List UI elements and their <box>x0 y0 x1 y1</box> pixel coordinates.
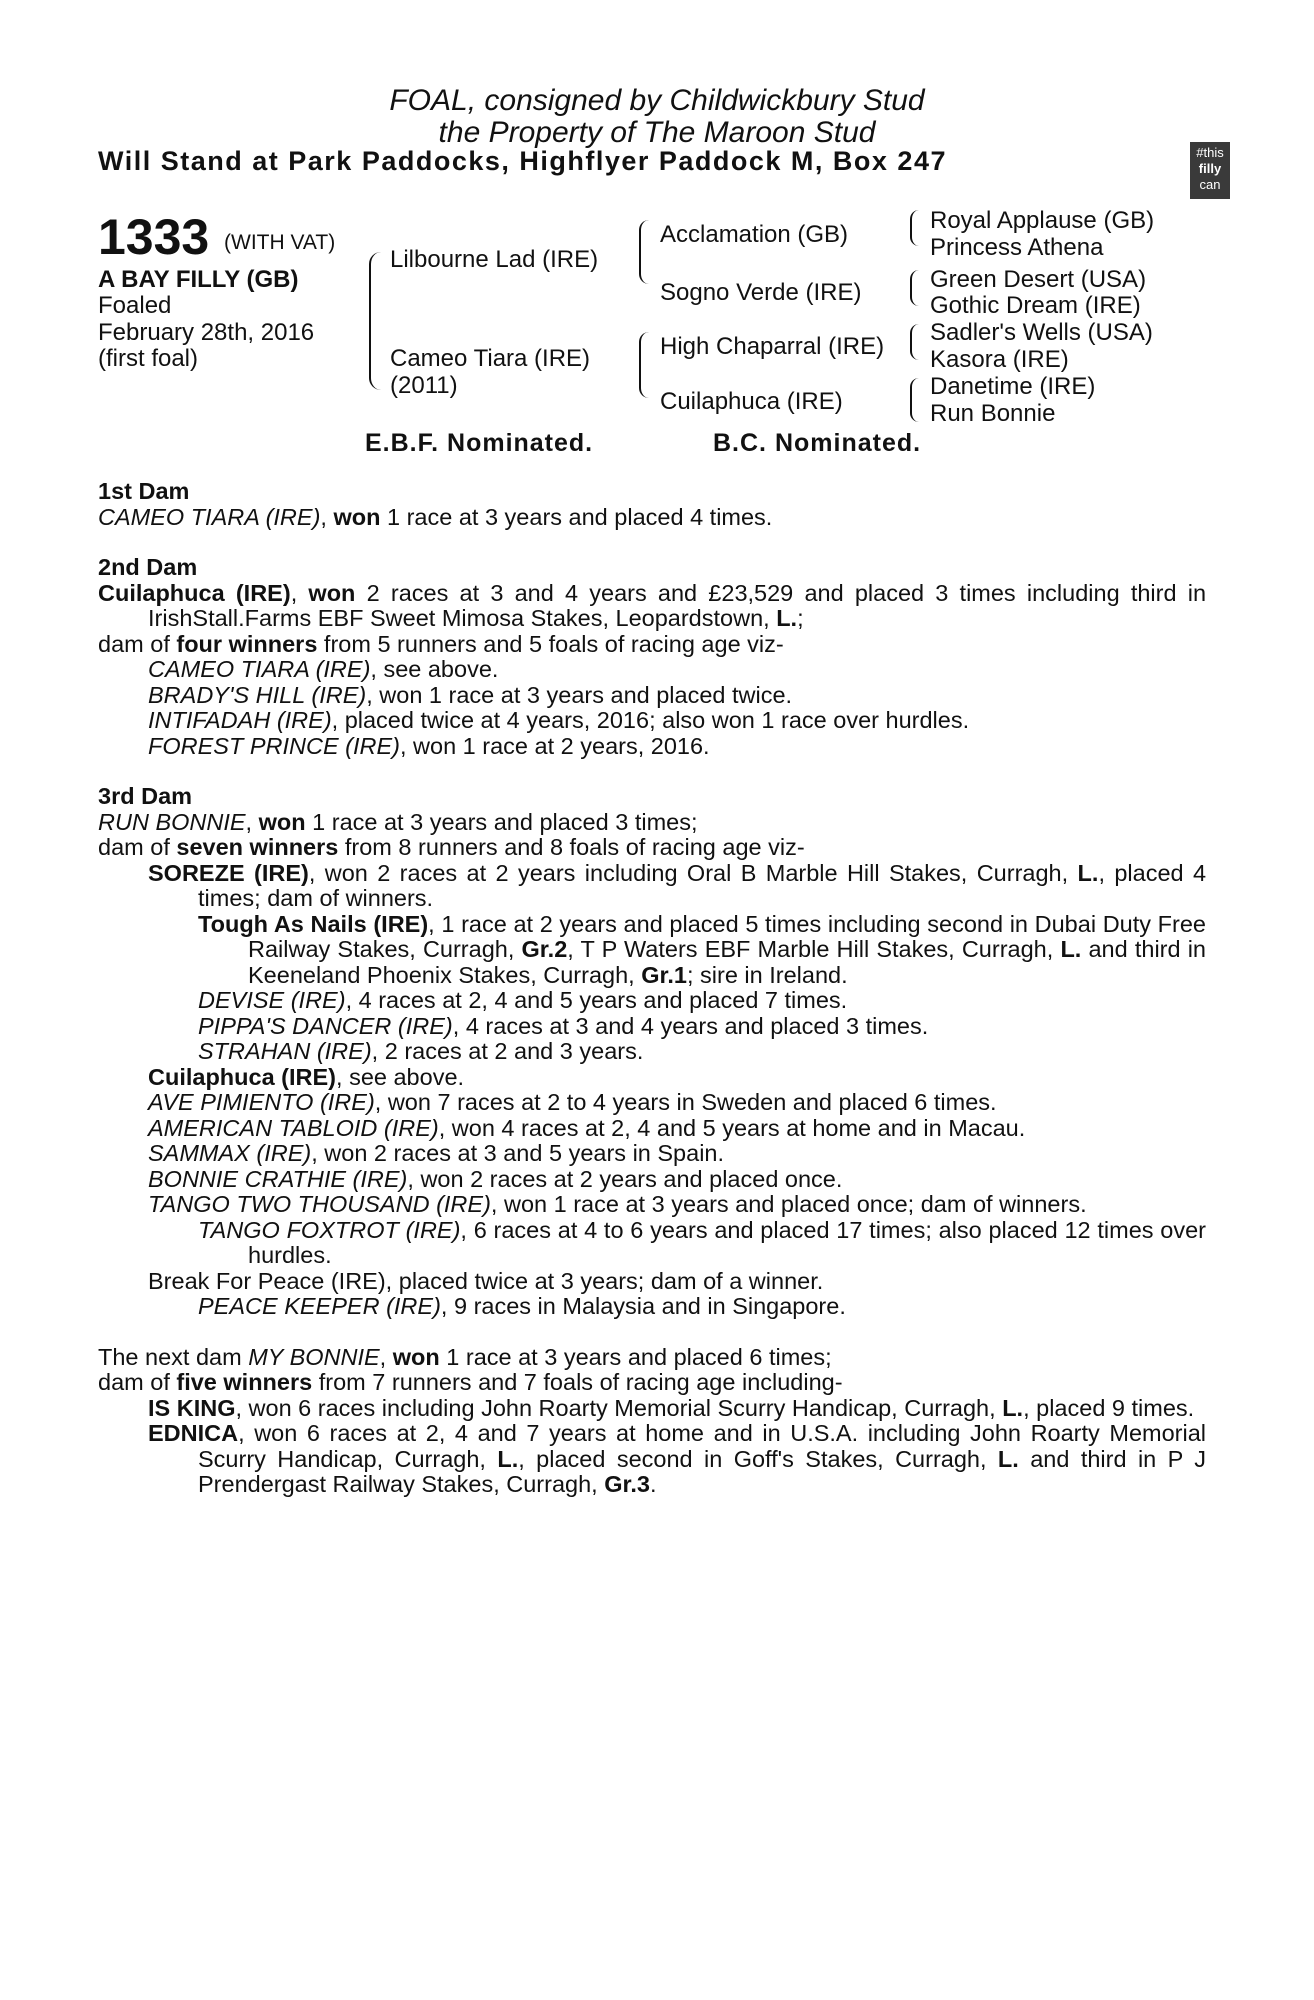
foaled-label: Foaled <box>98 292 172 319</box>
produce-item: CAMEO TIARA (IRE), see above. <box>148 656 499 682</box>
pedigree-brace-3a <box>910 210 919 246</box>
consignor-line: FOAL, consigned by Childwickbury Stud <box>389 84 925 117</box>
second-dam-heading: 2nd Dam <box>98 554 198 580</box>
produce-item: TANGO FOXTROT (IRE), 6 races at 4 to 6 years and placed 17 times; also placed 12 times over hurdles. <box>198 1216 1206 1268</box>
first-dam-heading: 1st Dam <box>98 478 190 504</box>
produce-item: TANGO TWO THOUSAND (IRE), won 1 race at 3 years and placed once; dam of winners. <box>148 1191 1087 1217</box>
produce-item: IS KING, won 6 races including John Roarty Memorial Scurry Handicap, Curragh, L., placed 9 times. <box>148 1394 1195 1421</box>
dam-dam: Cuilaphuca (IRE) <box>660 388 843 415</box>
lot-name: A BAY FILLY (GB) <box>98 266 299 293</box>
produce-item: Tough As Nails (IRE), 1 race at 2 years and placed 5 times including second in Dubai Duty Free Railway Stakes, Curragh, Gr.2, T P Waters EBF Marble Hill Stakes, Curragh, L. and third in Keeneland Phoenix Stakes, Curragh, Gr.1; sire in Ireland. <box>198 910 1206 988</box>
produce-item: FOREST PRINCE (IRE), won 1 race at 2 years, 2016. <box>148 732 710 759</box>
sire: Lilbourne Lad (IRE) <box>390 246 599 273</box>
next-dam-line: The next dam MY BONNIE, won 1 race at 3 years and placed 6 times; <box>98 1343 832 1370</box>
first-dam-line: CAMEO TIARA (IRE), won 1 race at 3 years and placed 4 times. <box>98 503 773 530</box>
produce-item: BONNIE CRATHIE (IRE), won 2 races at 2 years and placed once. <box>148 1165 843 1192</box>
produce-item: INTIFADAH (IRE), placed twice at 4 years, 2016; also won 1 race over hurdles. <box>148 707 970 733</box>
second-dam-line: Cuilaphuca (IRE), won 2 races at 3 and 4 years and £23,529 and placed 3 times including third in IrishStall.Farms EBF Sweet Mimosa Stakes, Leopardstown, L.; <box>98 579 1207 631</box>
ancestor-2: Princess Athena <box>930 234 1104 261</box>
this-filly-can-logo: #this filly can <box>1190 142 1230 199</box>
third-dam-heading: 3rd Dam <box>98 783 193 809</box>
ancestor-4: Gothic Dream (IRE) <box>930 292 1141 319</box>
dam-sire: High Chaparral (IRE) <box>660 333 885 360</box>
ancestor-7: Danetime (IRE) <box>930 373 1096 400</box>
pedigree-brace-1 <box>369 252 381 390</box>
ancestor-6: Kasora (IRE) <box>930 346 1069 373</box>
produce-item: Break For Peace (IRE), placed twice at 3 years; dam of a winner. <box>148 1267 824 1294</box>
pedigree-notes <box>98 479 1206 1498</box>
ancestor-1: Royal Applause (GB) <box>930 207 1155 234</box>
produce-item: PEACE KEEPER (IRE), 9 races in Malaysia and in Singapore. <box>198 1293 846 1319</box>
produce-item: PIPPA'S DANCER (IRE), 4 races at 3 and 4 years and placed 3 times. <box>198 1012 929 1039</box>
sire-sire: Acclamation (GB) <box>660 221 849 248</box>
ancestor-3: Green Desert (USA) <box>930 266 1147 293</box>
bc-nomination: B.C. Nominated. <box>713 429 922 457</box>
produce-item: EDNICA, won 6 races at 2, 4 and 7 years at home and in U.S.A. including John Roarty Memorial Scurry Handicap, Curragh, L., placed second in Goff's Stakes, Curragh, L. and third in P J Prendergast Railway Stakes, Curragh, Gr.3. <box>148 1420 1207 1497</box>
ancestor-5: Sadler's Wells (USA) <box>930 319 1153 346</box>
produce-item: DEVISE (IRE), 4 races at 2, 4 and 5 years and placed 7 times. <box>198 987 848 1013</box>
pedigree-brace-2a <box>639 220 649 284</box>
sire-dam: Sogno Verde (IRE) <box>660 279 862 306</box>
pedigree-brace-3b <box>910 270 919 306</box>
foaled-date: February 28th, 2016 <box>98 319 315 346</box>
produce-item: SAMMAX (IRE), won 2 races at 3 and 5 years in Spain. <box>148 1140 725 1166</box>
produce-item: Cuilaphuca (IRE), see above. <box>148 1063 465 1090</box>
foal-note: (first foal) <box>98 345 199 372</box>
second-dam-produce-summary: dam of four winners from 5 runners and 5 foals of racing age viz- <box>98 630 784 657</box>
stand-location: Will Stand at Park Paddocks, Highflyer Paddock M, Box 247 <box>98 146 947 176</box>
lot-number: 1333 <box>98 209 210 265</box>
ebf-nomination: E.B.F. Nominated. <box>365 429 594 457</box>
dam-year: (2011) <box>390 372 458 399</box>
third-dam-line: RUN BONNIE, won 1 race at 3 years and placed 3 times; <box>98 808 698 835</box>
dam: Cameo Tiara (IRE) <box>390 345 591 372</box>
pedigree-brace-3c <box>910 324 919 360</box>
third-dam-produce-summary: dam of seven winners from 8 runners and 8 foals of racing age viz- <box>98 834 805 860</box>
pedigree-brace-3d <box>910 378 919 422</box>
pedigree-brace-2b <box>639 332 649 398</box>
produce-item: AMERICAN TABLOID (IRE), won 4 races at 2, 4 and 5 years at home and in Macau. <box>148 1114 1026 1141</box>
next-dam-produce-summary: dam of five winners from 7 runners and 7 foals of racing age including- <box>98 1369 843 1395</box>
vat-note: (WITH VAT) <box>224 231 336 254</box>
produce-item: AVE PIMIENTO (IRE), won 7 races at 2 to 4 years in Sweden and placed 6 times. <box>148 1089 997 1115</box>
produce-item: SOREZE (IRE), won 2 races at 2 years including Oral B Marble Hill Stakes, Curragh, L., placed 4 times; dam of winners. <box>148 859 1207 911</box>
produce-item: BRADY'S HILL (IRE), won 1 race at 3 years and placed twice. <box>148 681 793 708</box>
produce-item: STRAHAN (IRE), 2 races at 2 and 3 years. <box>198 1038 644 1064</box>
ancestor-8: Run Bonnie <box>930 400 1056 427</box>
property-line: the Property of The Maroon Stud <box>438 116 876 149</box>
